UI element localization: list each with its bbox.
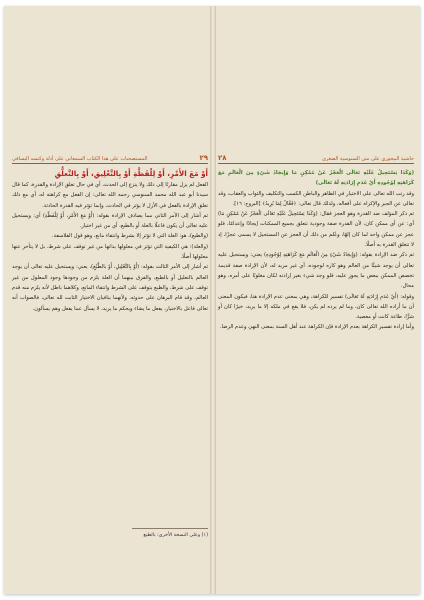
right-paragraph-1: وقد رتب الله تعالى على الاختيار في الظاهر والباطن الكسب والتكليف والثواب والعقاب، وقد تعالى عن الجبر والإكراه على أفعاله، ولذلك قال تعالى: ﴿فَعَّالٌ لِمَا يُرِيدُ﴾ [البروج: ١٦].	[218, 190, 414, 207]
left-footnote-rule	[132, 528, 208, 529]
right-paragraph-3: ثم ذكر ضد الإرادة بقوله: (وَإِيجَادُ شَيْءٍ مِنَ الْعَالَمِ مَعَ كَرَاهَتِهِ لِوُجُودِهِ) يعني: ويستحيل عليه تعالى أن يوجد شيئًا من العالم وهو كاره لوجوده، أي غير مريد له، لأن الإرادة صفة قديمة تخصص الممكن ببعض ما يجوز عليه، فلو وجد شيء بغير إرادته لكان مغلوبًا على أمره، وهو محال.	[218, 252, 414, 290]
left-paragraph-5: ثم أشار إلى الأمر الثالث بقوله: (أَوْ بِالتَّعْلِيلِ، أَوْ بالطَّبْعِ)، يعني: ويستحيل عليه تعالى أن يوجد العالم بالتعليل أو بالطبع، والفرق بينهما أن العلة يلزم من وجودها وجود المعلول من غير توقف على شرط، والطبع يتوقف على الشرط وانتفاء المانع، وكلاهما باطل لأنه يلزم منه قدم العالم، وقد قام البرهان على حدوثه، ولأنهما ينافيان الاختيار الثابت لله تعالى، فالصواب أنه تعالى فاعل بالاختيار، يفعل ما يشاء ويحكم ما يريد، لا يسأل عما يفعل وهم يسألون.	[12, 264, 208, 312]
right-paragraph-4: وقوله: (أَيْ عَدَمِ إِرَادَتِهِ لَهُ تَعَالَى) تفسير للكراهة، وهي بمعنى عدم الإرادة هنا، فيكون المعنى أن ما أراده الله تعالى كان، وما لم يرده لم يكن، فلا يقع في ملكه إلا ما يريد، خيرًا كان أو شرًّا، طاعة كانت أو معصية.	[218, 293, 414, 321]
left-page-heading: أَوْ مَعَ الأَمْرِ، أَوْ لِلْفَظَّةِ أَوْ بِالتَّعْلِيقِ، أَوْ بِالتَّعلُّقِ	[54, 169, 208, 178]
right-paragraph-5: وأما إرادة تفسير الكراهة بعدم الإرادة فإن الكراهة عند أهل السنة بمعنى النهي وعدم الرضا.	[219, 324, 414, 331]
right-page-header	[218, 150, 414, 164]
right-page-header-title: حاشية البيجوري على متن السنوسية الصغرى	[322, 156, 414, 162]
left-paragraph-3: (والطبع)، هو: العلة التي لا تؤثر إلا بشرط وانتفاء مانع، وهو قول الفلاسفة.	[51, 233, 208, 240]
right-page-heading: (وَكَذَا يَسْتَحِيلُ عَلَيْهِ تَعَالَى الْعَجْزُ عَنْ مُمْكِنٍ مَا وَإِيجَادُ شَيْءٍ مِنَ الْعَالَمِ مَعَ كَرَاهَتِهِ لِوُجُودِهِ أَيْ عَدَمِ إِرَادَتِهِ لَهُ تَعَالَى)	[218, 170, 414, 187]
book-spread	[4, 6, 420, 594]
right-page	[218, 6, 414, 594]
left-paragraph-2: ثم أشار إلى الأمر الثاني مما يصادف الإرادة بقوله: (أَوْ مَعَ الأَمْرِ، أَوْ لِلْفَظَّةِ) أي: ويستحيل عليه تعالى أن يكون فاعلًا بالعلة أو بالطبع، أي من غير اختيار.	[12, 212, 208, 230]
left-page-header-title: المستصحبات على هذا الكتاب السمعاني على أدلة وكنسه اليسافي	[12, 156, 148, 162]
right-page-body	[218, 168, 414, 333]
right-page-number: ٢٨	[218, 154, 227, 162]
left-page-number: ٢٩	[199, 154, 208, 162]
left-paragraph-1: الفعل لم يزل مقارنًا إلى ذلك ولا ينزع إلى الحدث، أي في حال تعلق الإرادة والقدرة، كما قال سيدنا أبو عبد الله محمد السنوسي رحمه الله تعالى: إن الفعل مع كراهته له، أي مع ذلك تعلق الإرادة بالفعل في الأزل لا يؤثر في الحادث، وإنما تؤثر فيه القدرة الحادثة.	[12, 182, 208, 209]
left-page-body	[12, 168, 208, 314]
book-gutter	[210, 6, 216, 594]
left-page-header	[12, 150, 208, 164]
left-page	[12, 6, 208, 594]
left-paragraph-4: (والعلة): هي الكيفية التي تؤثر في معلولها بذاتها من غير توقف على شرط، بل لا يتأخر عنها معلولها أصلًا.	[12, 243, 208, 261]
left-footnote: (١) وعلى النسخة الأخرى: بالطبع	[143, 533, 208, 538]
right-paragraph-2: ثم ذكر المؤلف ضد القدرة وهو العجز فقال: (وَكَذَا يَسْتَحِيلُ عَلَيْهِ تَعَالَى الْعَجْزُ عَنْ مُمْكِنٍ مَا) أي: عن أي ممكن كان، لأن القدرة صفة وجودية تتعلق بجميع الممكنات إيجادًا وإعدامًا، فلو عجز عن ممكن واحد لما كان إلهًا، وعُلم من ذلك أن العجز عن المستحيل لا يسمى عجزًا، إذ لا تتعلق القدرة به أصلًا.	[218, 211, 414, 249]
